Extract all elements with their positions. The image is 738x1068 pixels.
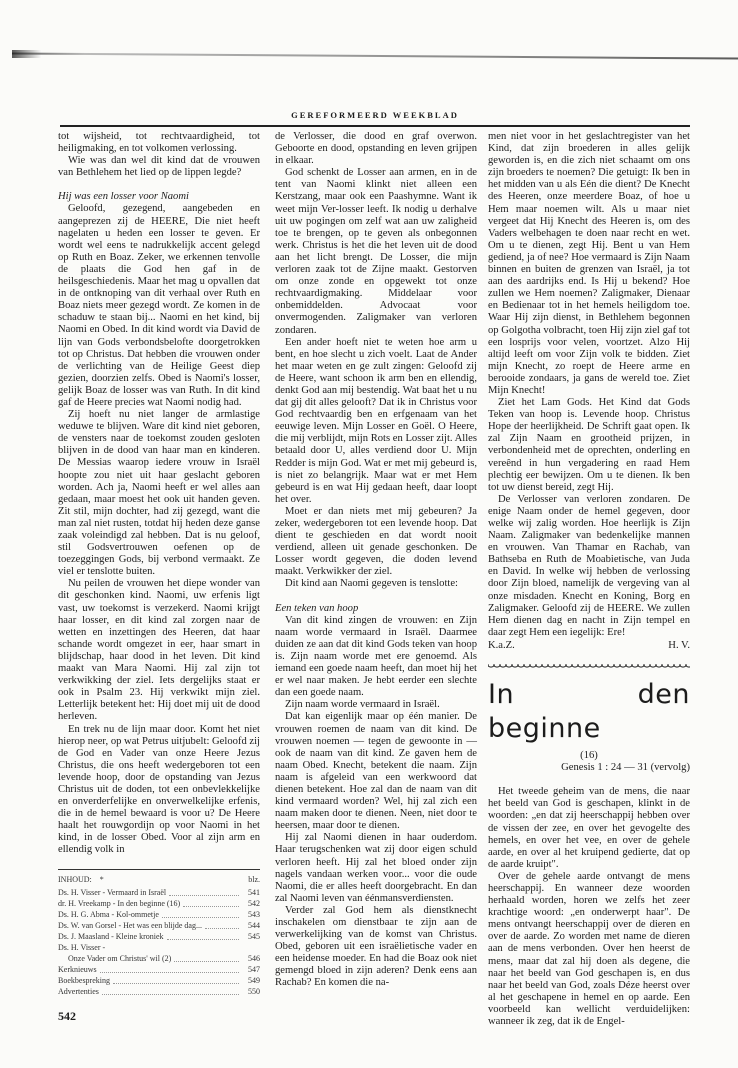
index-item-title: Boekbespreking: [58, 976, 110, 986]
index-item: [58, 975, 260, 986]
paragraph: God schenkt de Losser aan armen, en in de tent van Naomi klinkt niet alleen een Kerstzang, maar ook een Paashymne. Want ik weet mijn Ver-losser leeft. Ik nodig u derhalve uit uw pogingen om zelf wat aan uw zaligheid toe te brengen, op te geven als onbegonnen werk. Christus is het die het leven uit de dood aan het licht brengt. De Losser, die mijn verloren zaak tot de Zijne maakt. Gestorven om onze zonde en opgewekt tot onze rechtvaardigmaking. Middelaar voor onbemiddelden. Advocaat voor onvermogenden. Zaligmaker van verloren zondaren.: [275, 167, 477, 336]
index-item: [58, 898, 260, 909]
index-item-title: Onze Vader om Christus' wil (2): [68, 954, 172, 964]
index-mark: *: [99, 875, 104, 885]
section-heading: Een teken van hoop: [275, 602, 359, 614]
index-item: [58, 931, 260, 942]
index-item-title: Ds. H. Visser -: [58, 943, 106, 953]
paragraph: Een ander hoeft niet te weten hoe arm u bent, en hoe slecht u zich voelt. Laat de Ander het maar weten en ge zult zingen: Geloofd zij de Heere, want schoon ik arm ben en ellendig, denkt God aan mij bestendig. Wat baat het u nu dat gij dit alles gelooft? Dat ik in Christus voor God rechtvaardig ben en erfgenaam van het eeuwige leven. Mijn Losser en Goël. O Heere, die mij verblijdt, mijn Rots en Losser zijt. Alles betaald door U, alles verdiend door U. Mijn Redder is mijn God. Wat er met mij gebeurd is, is niet zo belangrijk. Maar wat er met Hem gebeurd is en wat Hij gedaan heeft, daar loopt het over.: [275, 336, 477, 505]
paragraph: Over de gehele aarde ontvangt de mens heerschappij. En wanneer deze woorden herhaald worden, horen we zelfs het zeer krachtige woord: „en onderwerpt haar". De mens ontvangt heerschappij over de dieren en over de aarde. Zo worden met name de dieren aan de mens verbonden. Over hen heerst de mens, maar dat zal hij doen als degene, die naar het beeld van God geschapen is, en dus naar het beeld van God, zoals Déze heerst over al het geschapene in hemel en op aarde. Een voorbeeld kan wellicht verduidelijken: wanneer ik zeg, dat ik de Engel-: [488, 870, 690, 1027]
scan-artifact-line: [12, 52, 738, 59]
index-item-page: 547: [248, 965, 260, 975]
paragraph: De Verlosser van verloren zondaren. De enige Naam onder de hemel gegeven, door welke wij zalig worden. Hoe heerlijk is Zijn Naam. Zaligmaker van bedenkelijke mannen en vrouwen. Van Thamar en Rachab, van Bathseba en Ruth de Moabietische, van Juda en David. In welke wij hebben de verlossing door Zijn bloed, namelijk de vergeving van al onze misdaden. Knecht en Koning, Borg en Zaligmaker. Geloofd zij de HEERE. We zullen Hem dienen dag en nacht in Zijn tempel en daar zegt Hem een iegelijk: Ere!: [488, 493, 690, 638]
index-item-title: Ds. J. Maasland - Kleine kroniek: [58, 932, 164, 942]
index-title: INHOUD:: [58, 875, 92, 885]
column-1: [58, 131, 260, 1023]
header-rule: [60, 125, 690, 127]
paragraph: tot wijsheid, tot rechtvaardigheid, tot heiligmaking, en tot volkomen verlossing.: [58, 131, 260, 155]
wavy-divider: [488, 664, 690, 672]
dot-leader: [183, 899, 239, 907]
index-item-title: Ds. H. Visser - Vermaard in Israël: [58, 888, 167, 898]
index-header: [58, 874, 260, 885]
dot-leader: [102, 987, 239, 995]
paragraph: Zij hoeft nu niet langer de armlastige weduwe te blijven. Ware dit kind niet geboren, de vensters naar de toekomst zouden gesloten blijven in de dood van haar man en kinderen. De Messias waarop iedere vrouw in Israël hoopte zou niet uit haar geslacht geboren worden. Ach ja, Naomi heeft er wel alles aan gedaan, maar moest het ook uit handen geven. Zit stil, mijn dochter, had zij gezegd, want die man zal niet rusten, totdat hij heden deze ganse zaak voleindigd zal hebben. Dat is nu geloof, stil Godsvertrouwen oefenen op de toezeggingen Gods, bij verbond vermaakt. Ze viel er tenslotte buiten.: [58, 409, 260, 578]
dot-leader: [167, 932, 239, 940]
paragraph: Moet er dan niets met mij gebeuren? Ja zeker, wedergeboren tot een levende hoop. Dat dient te geschieden en dat wordt nooit verdiend, alleen uit genade geschonken. De Losser wordt gegeven, die doden levend maakt. Verkwikker der ziel.: [275, 505, 477, 578]
index-rule: [58, 869, 260, 871]
index-item-page: 543: [248, 910, 260, 920]
paragraph: Ziet het Lam Gods. Het Kind dat Gods Teken van hoop is. Levende hoop. Christus Hope der heerlijkheid. De Schrift gaat open. Ik zal Zijn Naam en grootheid prijzen, in verbondenheid met de oprechten, onderling en vereênd in hun vergadering en raad Hem plechtig eer bewijzen. Om u te dienen. Ik ben tot uw dienst bereid, zegt Hij.: [488, 397, 690, 493]
index-item-page: 549: [248, 976, 260, 986]
section-heading: Hij was een losser voor Naomi: [58, 191, 189, 203]
index-item-page: 541: [248, 888, 260, 898]
index-item: [58, 920, 260, 931]
index-item-title: Kerknieuws: [58, 965, 97, 975]
dot-leader: [205, 921, 239, 929]
dot-leader: [100, 965, 239, 973]
table-of-contents: [58, 869, 260, 998]
column-3: [488, 131, 690, 1028]
signature-left: K.a.Z.: [488, 639, 515, 651]
author-initials: H. V.: [668, 639, 690, 651]
index-item: [58, 942, 260, 953]
article-title: In den beginne: [488, 679, 690, 745]
paragraph: Verder zal God hem als dienstknecht inschakelen om dienstbaar te zijn aan de verwerkelijking van de komst van Christus. Obed, geboren uit een israëlietische vader en een heidense moeder. En had die Boaz ook niet gemengd bloed in zijn aderen? Denk eens aan Rachab? En komen die na-: [275, 904, 477, 989]
index-item-page: 546: [248, 954, 260, 964]
scripture-reference: Genesis 1 : 24 — 31 (vervolg): [561, 762, 690, 774]
index-item-title: Advertenties: [58, 987, 99, 997]
dot-leader: [174, 954, 239, 962]
index-item-page: 550: [248, 987, 260, 997]
index-item-title: dr. H. Vreekamp - In den beginne (16): [58, 899, 181, 909]
index-page-label: blz.: [248, 875, 260, 885]
index-item-continued: [58, 953, 260, 964]
paragraph: Het tweede geheim van de mens, die naar het beeld van God is geschapen, klinkt in de woorden: „en dat zij heerschappij hebben over de vissen der zee, en over het gevogelte des hemels, en over het vee, en over de gehele aarde, en over al het kruipend gedierte, dat op de aarde kruipt".: [488, 786, 690, 870]
paragraph: Van dit kind zingen de vrouwen: en Zijn naam worde vermaard in Israël. Daarmee duiden ze aan dat dit kind Gods teken van hoop is. Zijn naam worde met ere genoemd. Als iemand een goede naam heeft, dan moet hij het er wel naar maken. Je hebt eerder een slechte dan een goede naam.: [275, 614, 477, 699]
paragraph: de Verlosser, die dood en graf overwon. Geboorte en dood, opstanding en leven grijpen in elkaar.: [275, 131, 477, 167]
paragraph: En trek nu de lijn maar door. Komt het niet hierop neer, op wat Petrus uitjubelt: Geloofd zij de God en Vader van onze Heere Jezus Christus, die ons heeft wedergeboren tot een levende hoop, door de opstanding van Jezus Christus uit de doden, tot een onbevlekkelijke en onverderfelijke en onverwelkelijke erfenis, die in de hemel bewaard is voor u? De Heere haalt het rouwgordijn op voor Naomi in het kind, in de losser Obed. Voor al zijn arm en ellendig volk in: [58, 723, 260, 856]
dot-leader: [169, 888, 239, 896]
paragraph: Hij zal Naomi dienen in haar ouderdom. Haar terugschenken wat zij door eigen schuld verloren heeft. Hij zal het bloed onder zijn nagels vandaan werken voor... voor die oude Naomi, die er alles heeft doorgebracht. En dan zal Naomi leven van éénmansverdiensten.: [275, 832, 477, 904]
running-header: GEREFORMEERD WEEKBLAD: [291, 110, 459, 120]
index-item: [58, 887, 260, 898]
index-item: [58, 986, 260, 997]
index-item-title: Ds. H. G. Abma - Kol-ommetje: [58, 910, 159, 920]
paragraph: Nu peilen de vrouwen het diepe wonder van dit geschonken kind. Naomi, uw erfenis ligt vast, uw toekomst is verzekerd. Naomi krijgt haar losser, en dit kind zal zorgen naar de wetten en inzettingen des Heeren, dat haar schande wordt omgezet in eer, haar smart in blijdschap, haar dood in het leven. Dit kind maakt van Mara Naomi. Hij zal zijn tot verkwikking der ziel. Iets dergelijks staat er ook in Psalm 23. Hij verkwikt mijn ziel. Letterlijk betekent het: Hij doet mij uit de dood herleven.: [58, 578, 260, 723]
index-item-page: 544: [248, 921, 260, 931]
index-item: [58, 909, 260, 920]
index-item-title: Ds. W. van Gorsel - Het was een blijde dag...: [58, 921, 202, 931]
paragraph: men niet voor in het geslachtregister van het Kind, dat zijn broederen in alles gelijk geworden is, en die zich niet schaamt om ons zijn broeders te noemen? Die getuigt: Ik ben in het midden van u als Eén die dient? De Knecht des Heeren, onze meerdere Boaz, of hoe u Hem maar noemen wilt. Als u maar niet vergeet dat Hij Knecht des Heeren is, om des Vaders welbehagen te doen naar recht en wet. Om u te dienen, zegt Hij. Bent u van Hem gediend, ja of nee? Hoe vermaard is Zijn Naam binnen en buiten de grenzen van Israël, ja tot aan des aardrijks end. Is Hij u bekend? Hoe zullen we Hem noemen? Zaligmaker, Dienaar en Bedienaar tot in het hemels heiligdom toe. Waar Hij zijn dienst, in Bethlehem begonnen op Golgotha volbracht, toen Hij zijn ziel gaf tot een losprijs voor velen, voortzet. Alzo Hij altijd leeft om voor Zijn volk te bidden. Ziet mijn Knecht, zo roept de Heere arme en berooide zondaars, ja gans de wereld toe. Ziet Mijn Knecht!: [488, 131, 690, 396]
paragraph: Dit kind aan Naomi gegeven is tenslotte:: [285, 578, 458, 590]
paragraph: Dat kan eigenlijk maar op één manier. De vrouwen roemen de naam van dit kind. De vrouwen noemen — tegen de gewoonte in — ook de naam van dit kind. Ze gaven hem de naam Obed. Knecht, betekent die naam. Zijn naam is afgeleid van een werkwoord dat dienen betekent. Hoe zal dan de naam van dit kind vermaard worden? Wel, hij zal zich een naam maken door te dienen. Neen, niet door te heersen, maar door te dienen.: [275, 711, 477, 832]
index-item-page: 542: [248, 899, 260, 909]
column-2: [275, 131, 477, 990]
signature-line: [488, 640, 690, 652]
index-item-page: 545: [248, 932, 260, 942]
index-item: [58, 964, 260, 975]
paragraph: Zijn naam worde vermaard in Israël.: [285, 699, 440, 711]
dot-leader: [162, 910, 239, 918]
page-number: 542: [58, 1009, 76, 1024]
paragraph: Geloofd, gezegend, aangebeden en aangeprezen zij de HEERE, Die niet heeft nagelaten u heden een losser te geven. Er wordt wel eens te nadrukkelijk accent gelegd op Ruth en Boaz. Zeker, we erkennen tenvolle de plaats die God hen gaf in de heilsgeschiedenis. Maar het mag u opvallen dat in de ontknoping van dit verhaal over Ruth en Boaz niets meer gezegd wordt. Ze komen in de schaduw te staan bij... Naomi en het kind, bij Naomi en Obed. In dit kind wordt via David de lijn van Gods verbondsbelofte doorgetrokken tot op Christus. Dat hebben die vrouwen onder de verlichting van de Heilige Geest diep gezien, doorzien zelfs. Obed is Naomi's losser, gelijk Boaz de losser was van Ruth. In dit kind gaf de Heere precies wat Naomi nodig had.: [58, 203, 260, 408]
article-number: (16): [580, 750, 598, 762]
paragraph: Wie was dan wel dit kind dat de vrouwen van Bethlehem het lied op de lippen legde?: [58, 155, 260, 179]
dot-leader: [113, 976, 239, 984]
